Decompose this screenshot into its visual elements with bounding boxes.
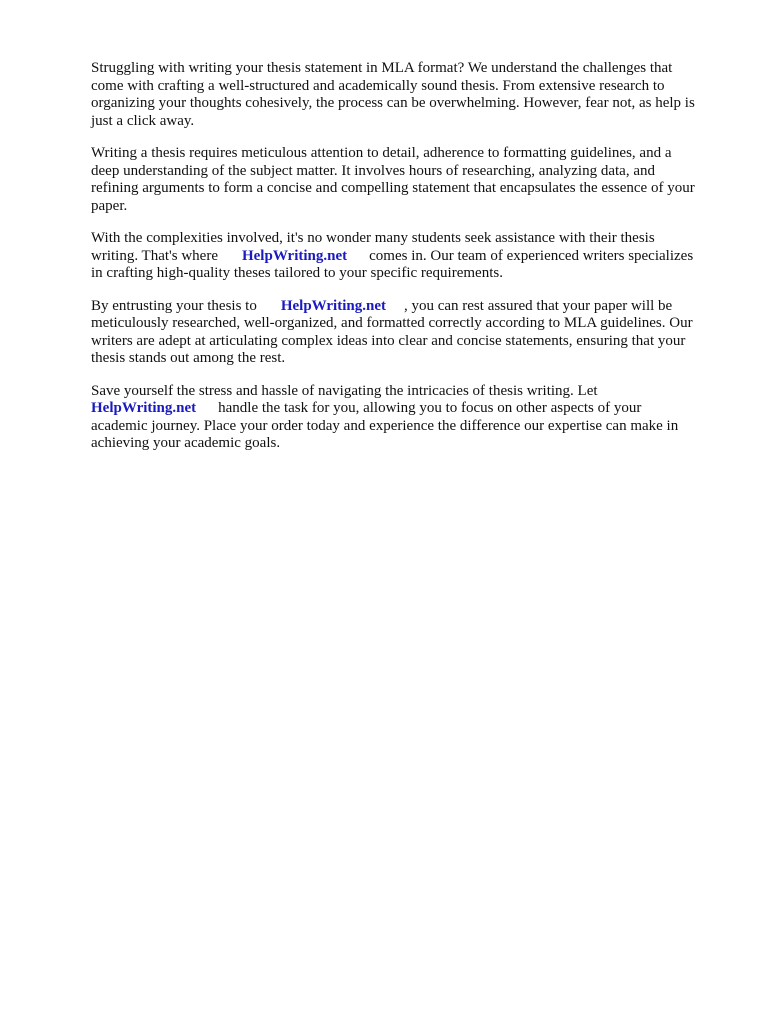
text-segment: handle the task for you, allowing you to focus on other aspects of your [218,400,642,416]
text-line: Save yourself the stress and hassle of navigating the intricacies of thesis writing. Let [91,382,598,399]
paragraph-intro [91,60,731,130]
text-line: in crafting high-quality theses tailored to your specific requirements. [91,265,503,281]
helpwriting-link[interactable]: HelpWriting.net [280,297,386,314]
text-line: just a click away. [91,112,195,129]
text-line: thesis stands out among the rest. [91,350,286,366]
text-line: Struggling with writing your thesis statement in MLA format? We understand the challenges that [91,60,673,76]
text-line [91,298,731,316]
text-line [91,248,731,266]
text-segment: , you can rest assured that your paper will be [403,297,673,314]
text-segment: writing. That's where [91,247,218,264]
text-line: Writing a thesis requires meticulous attention to detail, adherence to formatting guidelines, and a [91,145,672,161]
document-body [91,60,731,468]
text-segment: By entrusting your thesis to [91,297,257,314]
text-line: writers are adept at articulating complex ideas into clear and concise statements, ensuring that your [91,332,686,349]
paragraph-thesis-requirements [91,145,731,215]
text-line [91,400,731,418]
text-line: deep understanding of the subject matter. It involves hours of researching, analyzing data, and [91,162,655,179]
helpwriting-link[interactable]: HelpWriting.net [241,247,348,264]
text-line: achieving your academic goals. [91,435,281,451]
text-line: paper. [91,197,128,214]
paragraph-entrusting [91,298,731,368]
text-line: academic journey. Place your order today and experience the difference our expertise can make in [91,417,679,434]
paragraph-assistance [91,230,731,283]
text-line: come with crafting a well-structured and academically sound thesis. From extensive research to [91,77,665,94]
text-line: organizing your thoughts cohesively, the process can be overwhelming. However, fear not, as help is [91,95,695,111]
text-line: meticulously researched, well-organized, and formatted correctly according to MLA guidelines. Our [91,315,693,331]
helpwriting-link[interactable]: HelpWriting.net [91,400,197,416]
text-segment: comes in. Our team of experienced writers specializes [369,247,694,264]
text-line: With the complexities involved, it's no wonder many students seek assistance with their thesis [91,230,655,246]
paragraph-closing [91,383,731,453]
text-line: refining arguments to form a concise and compelling statement that encapsulates the essence of your [91,180,695,196]
